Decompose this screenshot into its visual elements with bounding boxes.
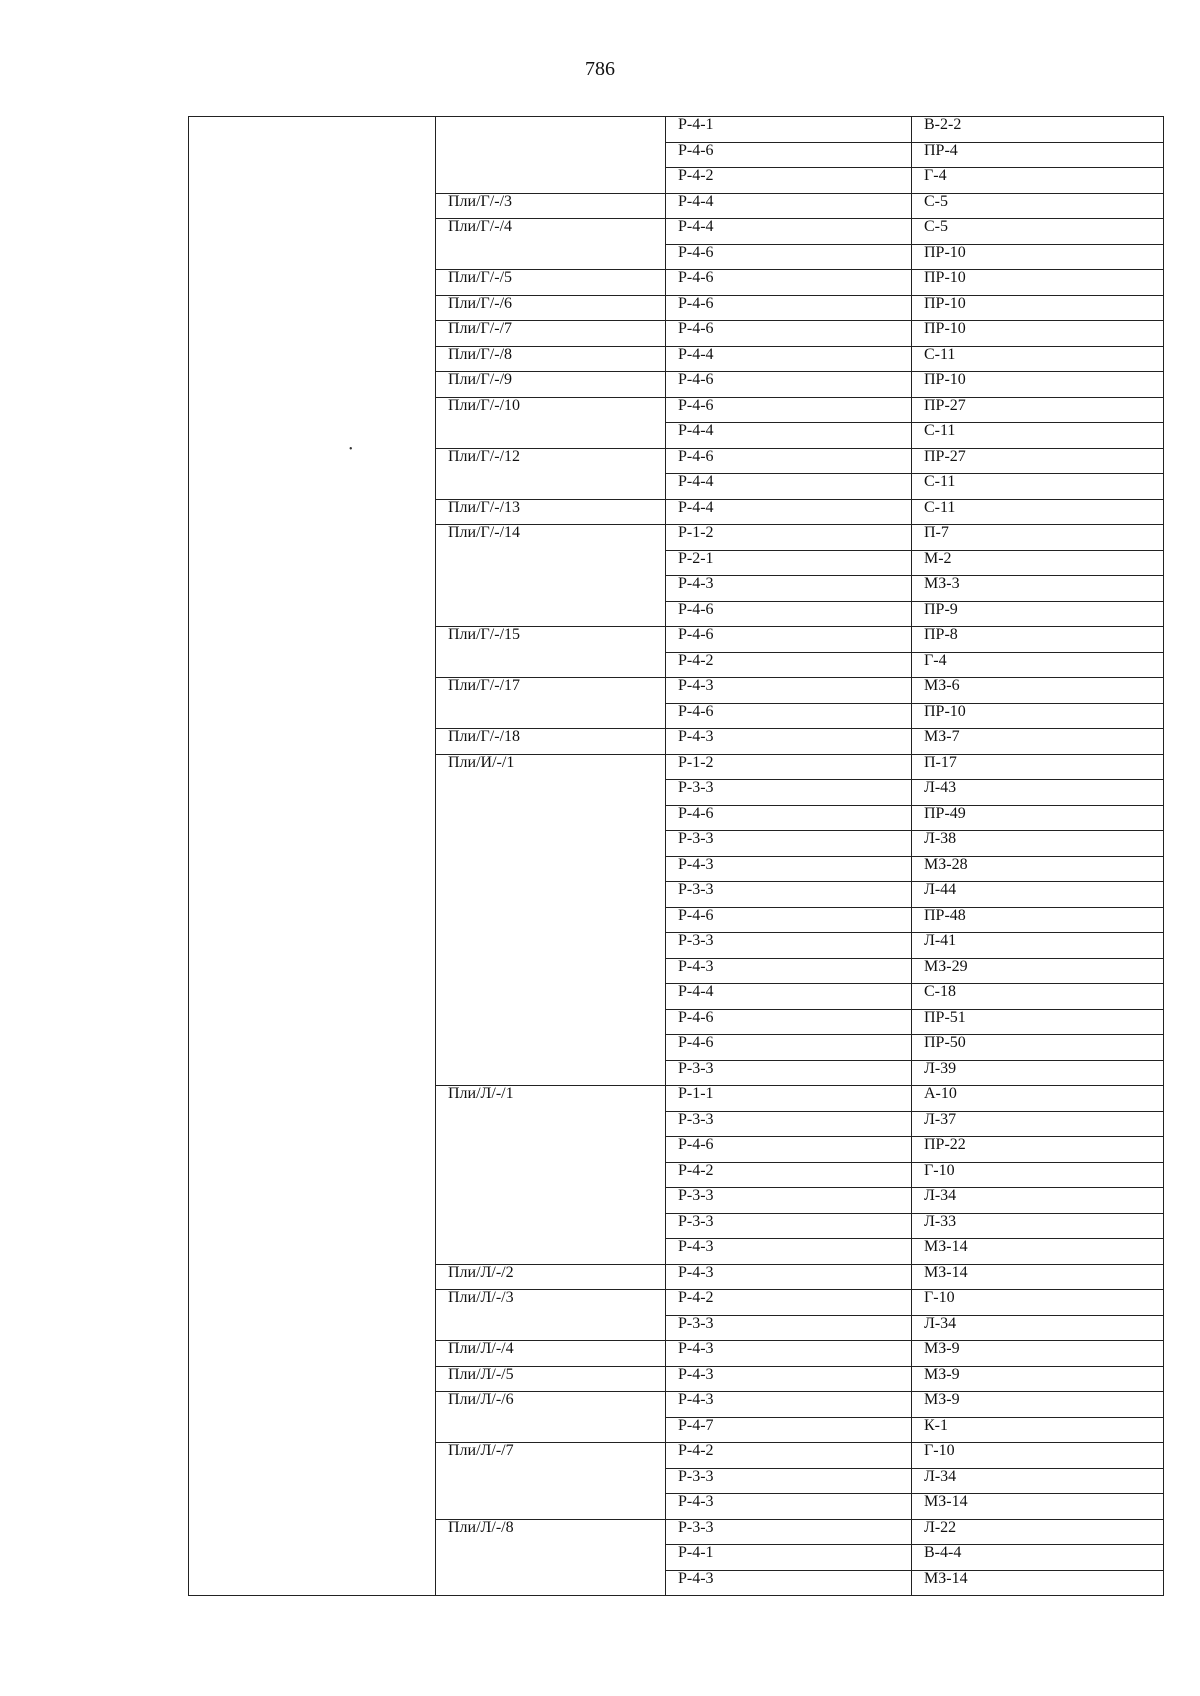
value-cell: С-11: [912, 346, 1164, 372]
data-table: [188, 116, 1164, 1596]
value-cell: Г-10: [912, 1290, 1164, 1316]
code-cell: Р-4-6: [666, 703, 912, 729]
code-cell: Р-4-6: [666, 627, 912, 653]
code-cell: Р-3-3: [666, 1468, 912, 1494]
value-cell: МЗ-28: [912, 856, 1164, 882]
group-label: Пли/Г/-/15: [436, 627, 666, 653]
code-cell: Р-4-3: [666, 1570, 912, 1596]
group-label: Пли/Л/-/1: [436, 1086, 666, 1112]
value-cell: ПР-48: [912, 907, 1164, 933]
value-cell: В-4-4: [912, 1545, 1164, 1571]
value-cell: ПР-10: [912, 244, 1164, 270]
code-cell: Р-4-2: [666, 1162, 912, 1188]
code-cell: Р-4-3: [666, 678, 912, 704]
code-cell: Р-4-4: [666, 423, 912, 449]
value-cell: ПР-27: [912, 397, 1164, 423]
group-label: [436, 984, 666, 1010]
value-cell: МЗ-14: [912, 1239, 1164, 1265]
group-label: [436, 1162, 666, 1188]
empty-first-column: [189, 117, 436, 1596]
value-cell: ПР-22: [912, 1137, 1164, 1163]
code-cell: Р-4-6: [666, 1009, 912, 1035]
code-cell: Р-4-3: [666, 1341, 912, 1367]
value-cell: ПР-51: [912, 1009, 1164, 1035]
code-cell: Р-4-4: [666, 346, 912, 372]
value-cell: Л-34: [912, 1188, 1164, 1214]
group-label: [436, 1188, 666, 1214]
value-cell: МЗ-3: [912, 576, 1164, 602]
group-label: Пли/Г/-/4: [436, 219, 666, 245]
group-label: Пли/Л/-/7: [436, 1443, 666, 1469]
value-cell: МЗ-7: [912, 729, 1164, 755]
code-cell: Р-4-3: [666, 856, 912, 882]
group-label: [436, 1494, 666, 1520]
code-cell: Р-4-4: [666, 499, 912, 525]
group-label: [436, 550, 666, 576]
value-cell: Г-10: [912, 1443, 1164, 1469]
group-label: [436, 244, 666, 270]
value-cell: Л-34: [912, 1315, 1164, 1341]
group-label: Пли/Г/-/3: [436, 193, 666, 219]
group-label: [436, 1213, 666, 1239]
code-cell: Р-4-6: [666, 448, 912, 474]
value-cell: ПР-10: [912, 372, 1164, 398]
value-cell: ПР-9: [912, 601, 1164, 627]
code-cell: Р-3-3: [666, 933, 912, 959]
code-cell: Р-4-1: [666, 117, 912, 143]
group-label: [436, 117, 666, 143]
value-cell: ПР-8: [912, 627, 1164, 653]
code-cell: Р-4-6: [666, 244, 912, 270]
group-label: [436, 1009, 666, 1035]
table-body: [189, 117, 1164, 1596]
scan-speck: •: [349, 444, 353, 455]
value-cell: С-11: [912, 474, 1164, 500]
group-label: [436, 856, 666, 882]
group-label: [436, 142, 666, 168]
group-label: [436, 1545, 666, 1571]
code-cell: Р-4-3: [666, 1494, 912, 1520]
code-cell: Р-4-6: [666, 295, 912, 321]
code-cell: Р-4-7: [666, 1417, 912, 1443]
code-cell: Р-3-3: [666, 1188, 912, 1214]
value-cell: Г-4: [912, 652, 1164, 678]
code-cell: Р-1-2: [666, 754, 912, 780]
code-cell: Р-4-3: [666, 1392, 912, 1418]
code-cell: Р-3-3: [666, 780, 912, 806]
group-label: [436, 1060, 666, 1086]
group-label: Пли/Г/-/13: [436, 499, 666, 525]
value-cell: Л-22: [912, 1519, 1164, 1545]
code-cell: Р-3-3: [666, 1315, 912, 1341]
value-cell: ПР-49: [912, 805, 1164, 831]
page-number: 786: [585, 58, 615, 80]
value-cell: К-1: [912, 1417, 1164, 1443]
code-cell: Р-4-3: [666, 1239, 912, 1265]
value-cell: МЗ-9: [912, 1366, 1164, 1392]
code-cell: Р-4-4: [666, 193, 912, 219]
value-cell: Г-4: [912, 168, 1164, 194]
value-cell: С-11: [912, 423, 1164, 449]
value-cell: С-5: [912, 219, 1164, 245]
value-cell: ПР-4: [912, 142, 1164, 168]
code-cell: Р-4-2: [666, 168, 912, 194]
group-label: Пли/Л/-/6: [436, 1392, 666, 1418]
value-cell: МЗ-6: [912, 678, 1164, 704]
value-cell: Г-10: [912, 1162, 1164, 1188]
group-label: [436, 652, 666, 678]
code-cell: Р-4-6: [666, 142, 912, 168]
group-label: Пли/Л/-/5: [436, 1366, 666, 1392]
value-cell: А-10: [912, 1086, 1164, 1112]
value-cell: ПР-10: [912, 270, 1164, 296]
value-cell: ПР-27: [912, 448, 1164, 474]
group-label: Пли/Г/-/14: [436, 525, 666, 551]
code-cell: Р-4-6: [666, 1137, 912, 1163]
code-cell: Р-4-6: [666, 601, 912, 627]
group-label: [436, 601, 666, 627]
group-label: [436, 423, 666, 449]
code-cell: Р-4-3: [666, 576, 912, 602]
group-label: [436, 1239, 666, 1265]
group-label: [436, 1468, 666, 1494]
value-cell: П-17: [912, 754, 1164, 780]
group-label: Пли/Г/-/8: [436, 346, 666, 372]
code-cell: Р-4-6: [666, 397, 912, 423]
value-cell: Л-33: [912, 1213, 1164, 1239]
value-cell: М-2: [912, 550, 1164, 576]
group-label: [436, 831, 666, 857]
code-cell: Р-4-3: [666, 729, 912, 755]
value-cell: ПР-10: [912, 321, 1164, 347]
value-cell: МЗ-29: [912, 958, 1164, 984]
code-cell: Р-3-3: [666, 1213, 912, 1239]
group-label: [436, 168, 666, 194]
value-cell: Л-37: [912, 1111, 1164, 1137]
code-cell: Р-4-6: [666, 372, 912, 398]
value-cell: Л-43: [912, 780, 1164, 806]
code-cell: Р-3-3: [666, 1060, 912, 1086]
group-label: Пли/Г/-/12: [436, 448, 666, 474]
group-label: [436, 1417, 666, 1443]
group-label: Пли/Г/-/18: [436, 729, 666, 755]
code-cell: Р-4-4: [666, 219, 912, 245]
code-cell: Р-3-3: [666, 882, 912, 908]
code-cell: Р-4-2: [666, 1290, 912, 1316]
group-label: [436, 1137, 666, 1163]
code-cell: Р-4-6: [666, 270, 912, 296]
value-cell: С-5: [912, 193, 1164, 219]
group-label: [436, 780, 666, 806]
code-cell: Р-4-3: [666, 1264, 912, 1290]
code-cell: Р-4-6: [666, 321, 912, 347]
group-label: [436, 933, 666, 959]
table-row: [189, 117, 1164, 143]
group-label: [436, 1570, 666, 1596]
code-cell: Р-4-4: [666, 984, 912, 1010]
group-label: [436, 805, 666, 831]
group-label: Пли/И/-/1: [436, 754, 666, 780]
group-label: [436, 958, 666, 984]
group-label: Пли/Г/-/17: [436, 678, 666, 704]
value-cell: П-7: [912, 525, 1164, 551]
code-cell: Р-3-3: [666, 1519, 912, 1545]
group-label: Пли/Л/-/4: [436, 1341, 666, 1367]
group-label: [436, 1111, 666, 1137]
value-cell: ПР-10: [912, 703, 1164, 729]
code-cell: Р-4-4: [666, 474, 912, 500]
code-cell: Р-4-3: [666, 1366, 912, 1392]
value-cell: МЗ-9: [912, 1392, 1164, 1418]
code-cell: Р-1-2: [666, 525, 912, 551]
value-cell: ПР-10: [912, 295, 1164, 321]
value-cell: Л-39: [912, 1060, 1164, 1086]
group-label: Пли/Г/-/7: [436, 321, 666, 347]
group-label: [436, 474, 666, 500]
value-cell: МЗ-14: [912, 1570, 1164, 1596]
group-label: Пли/Л/-/3: [436, 1290, 666, 1316]
code-cell: Р-4-2: [666, 1443, 912, 1469]
code-cell: Р-3-3: [666, 831, 912, 857]
group-label: [436, 576, 666, 602]
code-cell: Р-1-1: [666, 1086, 912, 1112]
value-cell: В-2-2: [912, 117, 1164, 143]
value-cell: Л-34: [912, 1468, 1164, 1494]
value-cell: МЗ-14: [912, 1494, 1164, 1520]
group-label: Пли/Г/-/10: [436, 397, 666, 423]
group-label: [436, 882, 666, 908]
value-cell: МЗ-14: [912, 1264, 1164, 1290]
value-cell: Л-41: [912, 933, 1164, 959]
value-cell: Л-44: [912, 882, 1164, 908]
group-label: Пли/Г/-/6: [436, 295, 666, 321]
value-cell: ПР-50: [912, 1035, 1164, 1061]
value-cell: С-11: [912, 499, 1164, 525]
group-label: Пли/Л/-/8: [436, 1519, 666, 1545]
code-cell: Р-4-1: [666, 1545, 912, 1571]
code-cell: Р-3-3: [666, 1111, 912, 1137]
code-cell: Р-4-3: [666, 958, 912, 984]
value-cell: Л-38: [912, 831, 1164, 857]
code-cell: Р-4-6: [666, 1035, 912, 1061]
code-cell: Р-4-6: [666, 907, 912, 933]
group-label: Пли/Л/-/2: [436, 1264, 666, 1290]
group-label: [436, 1035, 666, 1061]
group-label: [436, 907, 666, 933]
group-label: Пли/Г/-/9: [436, 372, 666, 398]
group-label: Пли/Г/-/5: [436, 270, 666, 296]
value-cell: МЗ-9: [912, 1341, 1164, 1367]
group-label: [436, 703, 666, 729]
code-cell: Р-4-6: [666, 805, 912, 831]
group-label: [436, 1315, 666, 1341]
value-cell: С-18: [912, 984, 1164, 1010]
code-cell: Р-4-2: [666, 652, 912, 678]
code-cell: Р-2-1: [666, 550, 912, 576]
